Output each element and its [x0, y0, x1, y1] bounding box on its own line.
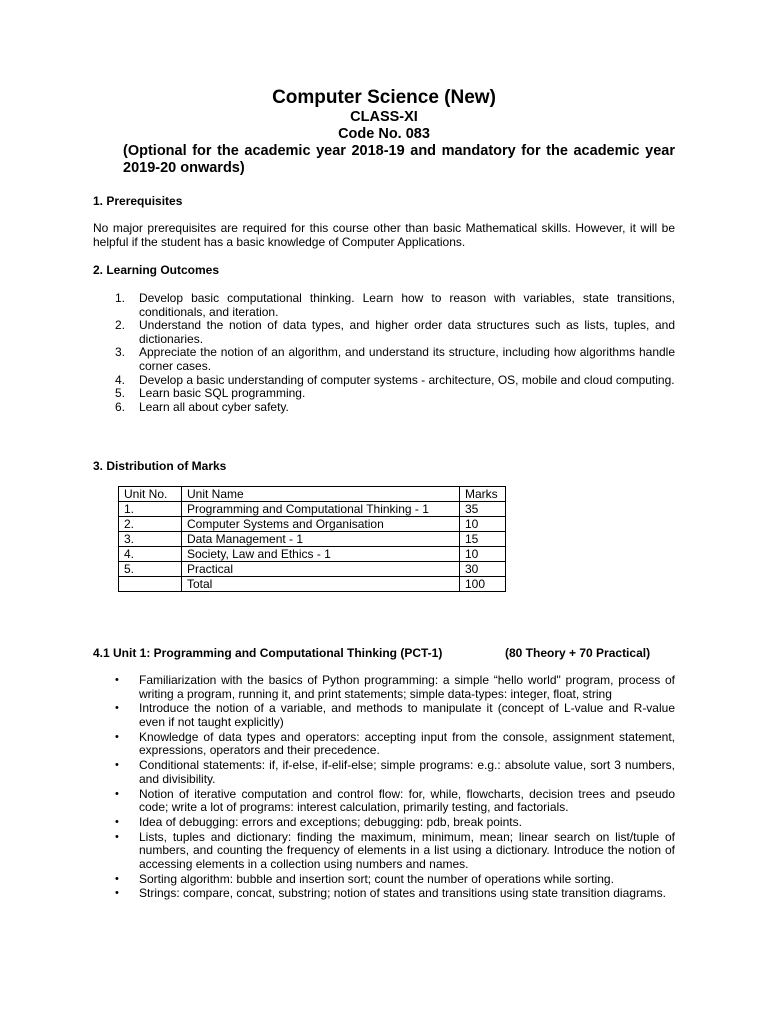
list-item-text: Develop a basic understanding of computer systems - architecture, OS, mobile and cloud computing.: [139, 372, 675, 387]
list-item: [93, 887, 675, 901]
list-item: [93, 759, 675, 786]
distribution-heading: 3. Distribution of Marks: [93, 459, 227, 473]
list-item: [93, 346, 675, 373]
column-header-unit-name: Unit Name: [182, 487, 460, 502]
list-item-text: Appreciate the notion of an algorithm, and understand its structure, including how algorithms handle corner cases.: [139, 345, 675, 373]
table-cell: Society, Law and Ethics - 1: [182, 547, 460, 562]
table-cell: 3.: [119, 532, 182, 547]
table-cell: 100: [460, 577, 506, 592]
bullet-icon: •: [115, 887, 119, 900]
bullet-icon: •: [115, 787, 119, 800]
marks-table: [118, 486, 506, 592]
table-cell: [119, 577, 182, 592]
bullet-icon: •: [115, 674, 119, 686]
list-item-text: Conditional statements: if, if-else, if-elif-else; simple programs: e.g.: absolute value, sort 3 numbers, and divisibility.: [139, 758, 675, 786]
table-cell: 10: [460, 547, 506, 562]
list-item-text: Strings: compare, concat, substring; notion of states and transitions using state transition diagrams.: [139, 886, 666, 901]
table-header-row: [119, 487, 506, 502]
column-header-marks: Marks: [460, 487, 506, 502]
table-cell: 2.: [119, 517, 182, 532]
unit1-heading: 4.1 Unit 1: Programming and Computational Thinking (PCT-1): [93, 646, 443, 660]
table-row: [119, 517, 506, 532]
list-number: 6.: [115, 399, 126, 414]
bullet-icon: •: [115, 830, 119, 843]
class-label: CLASS-XI: [350, 109, 418, 125]
list-item: [93, 831, 675, 872]
page-title: Computer Science (New): [272, 87, 496, 108]
list-number: 1.: [115, 291, 126, 305]
table-row: [119, 547, 506, 562]
list-number: 4.: [115, 372, 126, 387]
list-item: [93, 731, 675, 758]
table-cell: 1.: [119, 502, 182, 517]
list-item-text: Familiarization with the basics of Python programming: a simple “hello world" program, process of writing a program, running it, and print statements; simple data-types: integer, float, string: [139, 673, 675, 701]
table-cell: 4.: [119, 547, 182, 562]
table-cell: Total: [182, 577, 460, 592]
list-item: [93, 702, 675, 729]
unit1-topic-list: [93, 674, 675, 902]
bullet-icon: •: [115, 872, 119, 885]
table-cell: Data Management - 1: [182, 532, 460, 547]
list-item: [93, 292, 675, 319]
column-header-unit-no: Unit No.: [119, 487, 182, 502]
list-item-text: Learn basic SQL programming.: [139, 386, 306, 401]
list-item: [93, 387, 675, 401]
table-row: [119, 562, 506, 577]
code-label: Code No. 083: [338, 126, 430, 142]
table-row: [119, 532, 506, 547]
list-number: 5.: [115, 386, 126, 401]
table-row: [119, 502, 506, 517]
table-cell: Programming and Computational Thinking - 1: [182, 502, 460, 517]
table-cell: Computer Systems and Organisation: [182, 517, 460, 532]
table-cell: 15: [460, 532, 506, 547]
list-item: [93, 873, 675, 887]
bullet-icon: •: [115, 759, 119, 772]
bullet-icon: •: [115, 702, 119, 715]
list-item: [93, 788, 675, 815]
list-item-text: Idea of debugging: errors and exceptions; debugging: pdb, break points.: [139, 814, 522, 829]
list-item-text: Sorting algorithm: bubble and insertion sort; count the number of operations while sorting.: [139, 871, 614, 886]
list-number: 3.: [115, 345, 126, 360]
table-cell: Practical: [182, 562, 460, 577]
list-item-text: Learn all about cyber safety.: [139, 399, 289, 414]
list-item: [93, 674, 675, 701]
list-item: [93, 319, 675, 346]
list-item-text: Develop basic computational thinking. Learn how to reason with variables, state transitions, conditionals, and iteration.: [139, 291, 675, 319]
table-cell: 30: [460, 562, 506, 577]
table-cell: 35: [460, 502, 506, 517]
learning-outcomes-heading: 2. Learning Outcomes: [93, 263, 220, 277]
list-item: [93, 816, 675, 830]
table-cell: 10: [460, 517, 506, 532]
bullet-icon: •: [115, 815, 119, 828]
list-item-text: Knowledge of data types and operators: accepting input from the console, assignment statement, expressions, operators and their precedence.: [139, 729, 675, 758]
prerequisites-text: No major prerequisites are required for this course other than basic Mathematical skills. However, it will be helpful if the student has a basic knowledge of Computer Applications.: [93, 221, 675, 249]
list-item-text: Understand the notion of data types, and higher order data structures such as lists, tuples, and dictionaries.: [139, 318, 675, 346]
table-cell: 5.: [119, 562, 182, 577]
list-item-text: Introduce the notion of a variable, and methods to manipulate it (concept of L-value and R-value even if not taught explicitly): [139, 701, 675, 729]
list-item-text: Lists, tuples and dictionary: finding the maximum, minimum, mean; linear search on list/tuple of numbers, and counting the frequency of elements in a list using a dictionary. Introduce the notion of accessing elements in a collection using numbers and names.: [139, 829, 675, 871]
list-item-text: Notion of iterative computation and control flow: for, while, flowcharts, decision trees and pseudo code; write a lot of programs: interest calculation, primarily testing, and factorials.: [139, 786, 675, 815]
optional-note: (Optional for the academic year 2018-19 and mandatory for the academic year 2019-20 onwards): [123, 143, 675, 176]
list-number: 2.: [115, 318, 126, 333]
table-total-row: [119, 577, 506, 592]
unit1-allocation: (80 Theory + 70 Practical): [505, 646, 651, 660]
learning-outcomes-list: [93, 292, 675, 414]
list-item: [93, 401, 675, 415]
list-item: [93, 374, 675, 388]
bullet-icon: •: [115, 730, 119, 743]
prerequisites-heading: 1. Prerequisites: [93, 194, 183, 208]
